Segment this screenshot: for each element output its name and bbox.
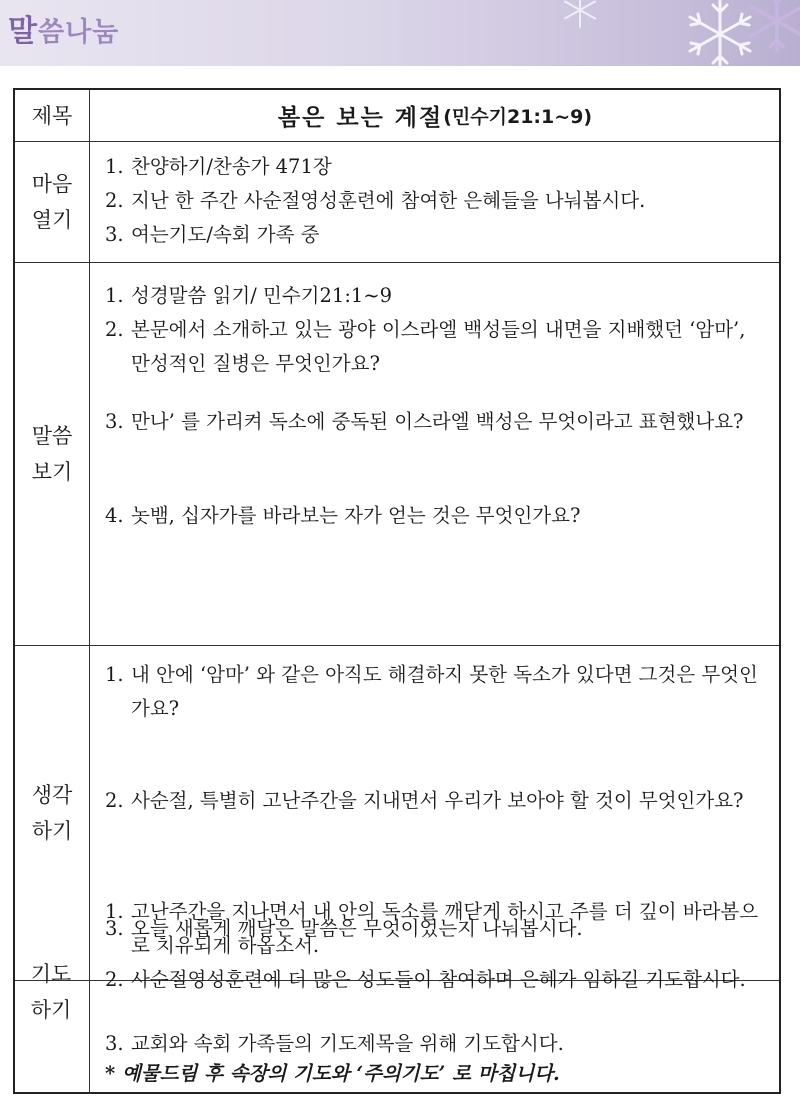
item-text: 사순절, 특별히 고난주간을 지내면서 우리가 보아야 할 것이 무엇인가요? (131, 789, 744, 812)
word-content (91, 263, 779, 645)
lesson-title: 봄은 보는 계절 (277, 105, 444, 131)
open-content (91, 142, 779, 262)
title-row (15, 90, 779, 142)
list-item (105, 1027, 771, 1061)
item-number: 1. (105, 900, 124, 923)
pray-label-line1: 기도 (30, 961, 72, 986)
item-number: 1. (105, 663, 124, 686)
snowflake-icon (742, 0, 800, 56)
open-row (15, 142, 779, 263)
item-number: 1. (105, 155, 124, 178)
list-item (105, 784, 769, 818)
pray-section (13, 889, 781, 1094)
item-text: 놋뱀, 십자가를 바라보는 자가 얻는 것은 무엇인가요? (131, 504, 581, 527)
item-text: 지난 한 주간 사순절영성훈련에 참여한 은혜들을 나눠봅시다. (131, 189, 646, 212)
list-item (105, 218, 769, 252)
list-item (105, 150, 769, 184)
list-item (105, 279, 769, 313)
item-number: 3. (105, 917, 124, 940)
item-text: 고난주간을 지나면서 내 안의 독소를 깨닫게 하시고 주를 더 깊이 바라봄으로 치유되게 하옵소서. (131, 900, 759, 957)
list-item (105, 405, 769, 439)
pray-label-line2: 하기 (30, 997, 72, 1022)
word-row (15, 263, 779, 646)
word-label-line2: 보기 (31, 460, 73, 484)
item-text: 교회와 속회 가족들의 기도제목을 위해 기도합시다. (131, 1032, 564, 1055)
title-label (15, 90, 90, 141)
item-text: 본문에서 소개하고 있는 광야 이스라엘 백성들의 내면을 지배했던 ‘암마’, 만성적인 질병은 무엇인가요? (131, 318, 746, 375)
item-number: 1. (105, 284, 124, 307)
list-item (105, 499, 769, 533)
open-label-line1: 마음 (31, 172, 73, 196)
section-title (8, 6, 119, 50)
snowflake-icon (560, 0, 600, 30)
list-item (105, 313, 769, 381)
item-text: 사순절영성훈련에 더 많은 성도들이 참여하며 은혜가 임하길 기도합시다. (131, 968, 746, 991)
item-number: 3. (105, 1032, 124, 1055)
item-text: 만나’ 를 가리켜 독소에 중독된 이스라엘 백성은 무엇이라고 표현했나요? (131, 410, 744, 433)
item-text: 내 안에 ‘암마’ 와 같은 아직도 해결하지 못한 독소가 있다면 그것은 무엇인가요? (131, 663, 758, 720)
title-content (91, 90, 779, 141)
open-label-line2: 열기 (31, 208, 73, 232)
think-label-line1: 생각 (31, 783, 73, 807)
closing-note: * 예물드림 후 속장의 기도와 ‘주의기도’ 로 마칩니다. (105, 1062, 560, 1085)
item-text: 오늘 새롭게 깨달은 말씀은 무엇이었는지 나눠봅시다. (131, 917, 583, 940)
title-label-text: 제목 (31, 103, 73, 128)
word-label (15, 263, 90, 645)
list-item (105, 963, 771, 997)
item-number: 2. (105, 789, 124, 812)
list-item (105, 895, 771, 963)
item-text: 성경말씀 읽기/ 민수기21:1~9 (131, 284, 393, 307)
list-item (105, 184, 769, 218)
item-number: 4. (105, 504, 124, 527)
item-number: 3. (105, 223, 124, 246)
word-label-line1: 말씀 (31, 424, 73, 448)
item-text: 여는기도/속회 가족 중 (131, 223, 320, 246)
pray-label (13, 889, 90, 1094)
section-title-part1: 말 (8, 14, 38, 49)
open-label (15, 142, 90, 262)
item-number: 2. (105, 189, 124, 212)
lesson-scripture: (민수기21:1~9) (443, 106, 593, 128)
item-text: 찬양하기/찬송가 471장 (131, 155, 332, 178)
item-number: 3. (105, 410, 124, 433)
item-number: 2. (105, 318, 124, 341)
page-header (0, 0, 800, 66)
pray-content (91, 889, 781, 1094)
list-item (105, 658, 769, 726)
item-number: 2. (105, 968, 124, 991)
section-title-part2: 씀나눔 (37, 17, 120, 48)
think-label-line2: 하기 (31, 819, 73, 843)
